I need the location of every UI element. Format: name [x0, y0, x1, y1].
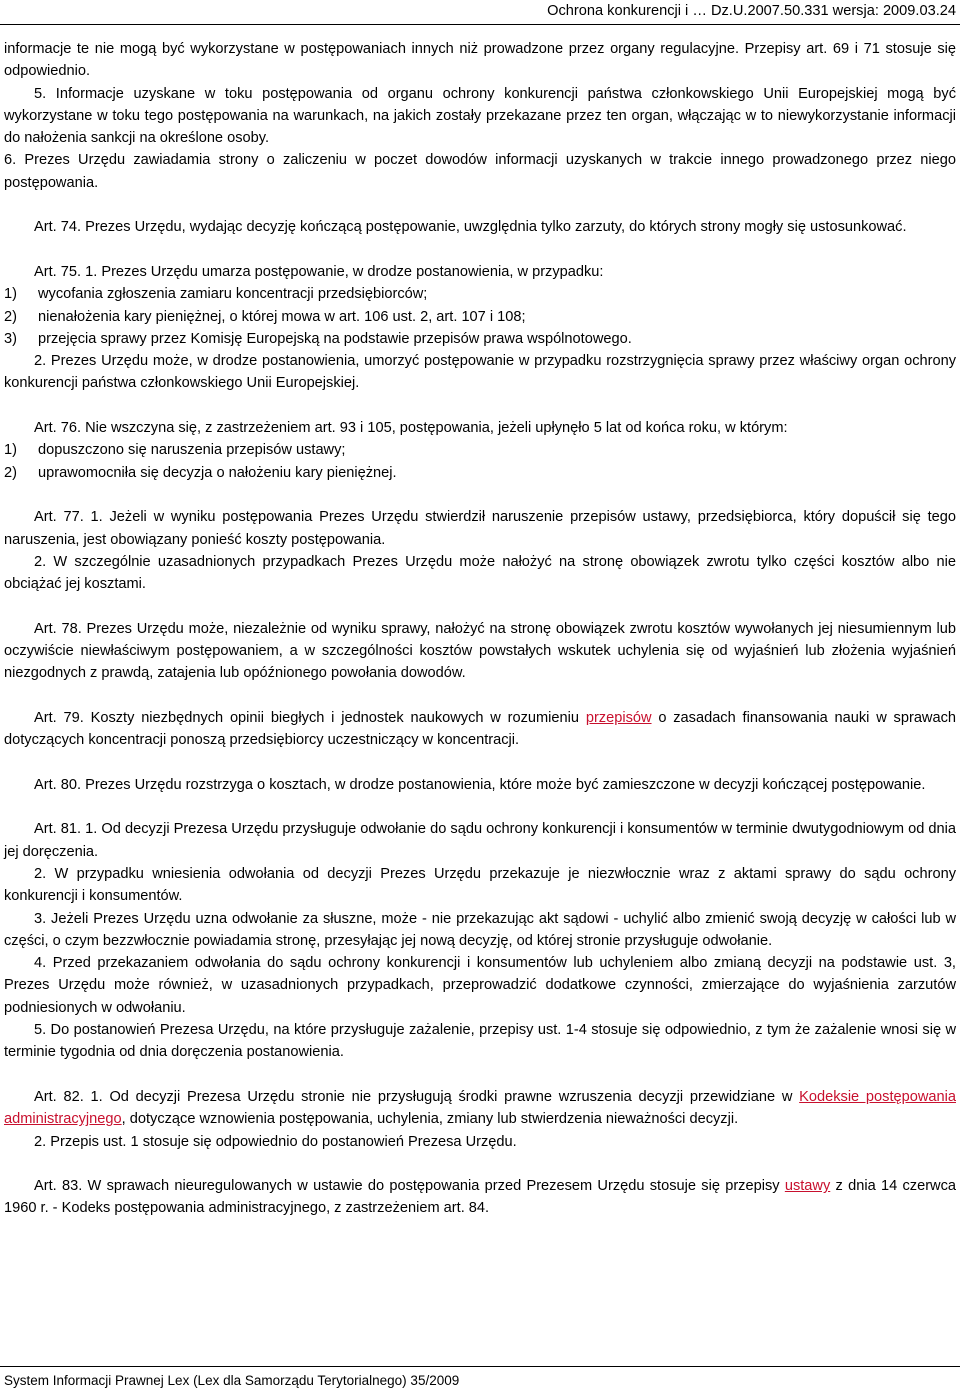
document-footer: System Informacji Prawnej Lex (Lex dla Samorządu Terytorialnego) 35/2009 [4, 1373, 460, 1388]
list-item [4, 283, 956, 305]
paragraph-number: 1. [83, 1088, 103, 1105]
article-text: Koszty niezbędnych opinii biegłych i jednostek naukowych w rozumieniu [83, 709, 586, 726]
article-label: Art. 77. [34, 509, 84, 526]
article-label: Art. 79. [34, 709, 84, 726]
article-text: Prezes Urzędu rozstrzyga o kosztach, w drodze postanowienia, które może być zamieszczone w decyzji kończącej postępowanie. [81, 776, 926, 793]
paragraph-number: 2. [34, 1133, 47, 1150]
article-label: Art. 81. [34, 821, 82, 838]
document-body [4, 38, 956, 1220]
article-label: Art. 75. [34, 263, 82, 280]
kpa-link[interactable]: Kodeksie postępowania administracyjnego [4, 1088, 956, 1128]
list-item [4, 328, 956, 350]
article-80 [4, 774, 956, 796]
article-text: Prezes Urzędu może, niezależnie od wyniku sprawy, nałożyć na stronę obowiązek zwrotu kosztów wywołanych jej niesumiennym lub oczywiście niewłaściwym postępowaniem, a w szczególności kosztów powstałych wskutek uchylenia się od wyjaśnień lub złożenia wyjaśnień niezgodnych z prawdą, zatajenia lub opóźnionego powołania dowodów. [4, 620, 957, 682]
przepisow-link[interactable]: przepisów [585, 709, 652, 726]
article-75 [4, 261, 956, 283]
list-item [4, 462, 956, 484]
ustawy-link[interactable]: ustawy [784, 1178, 831, 1195]
article-label: Art. 80. [34, 776, 82, 793]
list-item-text: dopuszczono się naruszenia przepisów ustawy; [38, 442, 346, 459]
paragraph-number: 3. [34, 910, 47, 927]
article-81-paragraph-4 [4, 952, 956, 1019]
article-77-paragraph-2 [4, 551, 956, 596]
article-82-paragraph-2 [4, 1131, 956, 1153]
list-item [4, 439, 956, 461]
list-item-number: 2) [4, 308, 17, 325]
paragraph-text: Jeżeli Prezes Urzędu uzna odwołanie za słuszne, może - nie przekazując akt sądowi - uchylić albo zmienić swoją decyzję w całości lub w części, o czym bezzwłocznie powiadamia stronę, przesyłając jej nową decyzję, od której stronie przysługuje odwołanie. [4, 910, 956, 949]
article-text: , dotyczące wznowienia postępowania, uchylenia, zmiany lub stwierdzenia nieważności decyzji. [121, 1111, 739, 1128]
paragraph-text: W przypadku wniesienia odwołania od decyzji Prezes Urzędu przekazuje je niezwłocznie wraz z aktami sprawy do sądu ochrony konkurencji i konsumentów. [4, 865, 956, 905]
article-77 [4, 506, 956, 551]
paragraph-number: 2. [34, 353, 47, 370]
article-74 [4, 216, 956, 238]
paragraph-text: Do postanowień Prezesa Urzędu, na które przysługuje zażalenie, przepisy ust. 1-4 stosuje się odpowiednio, z tym że zażalenie wnosi się w terminie tygodnia od dnia doręczenia postanowienia. [4, 1022, 956, 1061]
article-82 [4, 1086, 956, 1131]
list-item-number: 3) [4, 330, 17, 347]
article-78 [4, 618, 956, 685]
article-81-paragraph-3 [4, 908, 956, 953]
list-item-number: 2) [4, 464, 17, 481]
article-81-paragraph-2 [4, 863, 956, 908]
article-79 [4, 707, 956, 752]
paragraph-continuation: informacje te nie mogą być wykorzystane w postępowaniach innych niż prowadzone przez organy regulacyjne. Przepisy art. 69 i 71 stosuje się odpowiednio. [4, 41, 956, 80]
article-label: Art. 76. [34, 420, 82, 437]
article-83 [4, 1175, 956, 1220]
paragraph-number: 5. [34, 85, 47, 102]
paragraph-number: 6. [4, 152, 17, 169]
list-item [4, 306, 956, 328]
paragraph-text: Informacje uzyskane w toku postępowania od organu ochrony konkurencji państwa członkowskiego Unii Europejskiej mogą być wykorzystane w toku tego postępowania na warunkach, na jakich zostały przekazane przez ten organ, włączając w to niewykorzystanie informacji do nałożenia sankcji na określone osoby. [4, 85, 956, 147]
article-text: Nie wszczyna się, z zastrzeżeniem art. 93 i 105, postępowania, jeżeli upłynęło 5 lat od końca roku, w którym: [81, 420, 788, 437]
paragraph-number: 1. [81, 263, 98, 280]
article-81-paragraph-5 [4, 1019, 956, 1064]
article-text: Od decyzji Prezesa Urzędu przysługuje odwołanie do sądu ochrony konkurencji i konsumentów w terminie dwutygodniowym od dnia jej doręczenia. [4, 821, 957, 860]
list-item-number: 1) [4, 442, 17, 459]
paragraph-text: Prezes Urzędu zawiadamia strony o zaliczeniu w poczet dowodów informacji uzyskanych w trakcie innego prowadzonego przez niego postępowania. [4, 152, 956, 191]
list-item-text: przejęcia sprawy przez Komisję Europejską na podstawie przepisów prawa wspólnotowego. [38, 330, 632, 347]
article-label: Art. 78. [34, 620, 82, 637]
paragraph-number: 5. [34, 1022, 47, 1039]
paragraph-number: 2. [34, 865, 47, 882]
paragraph-text: Prezes Urzędu może, w drodze postanowienia, umorzyć postępowanie w przypadku rozstrzygnięcia sprawy przez właściwy organ ochrony konkurencji państwa członkowskiego Unii Europejskiej. [4, 353, 956, 392]
list-item-text: nienałożenia kary pieniężnej, o której mowa w art. 106 ust. 2, art. 107 i 108; [38, 308, 526, 325]
paragraph-text: W szczególnie uzasadnionych przypadkach Prezes Urzędu może nałożyć na stronę obowiązek zwrotu tylko części kosztów albo nie obciążać jej kosztami. [4, 553, 956, 593]
article-text: Od decyzji Prezesa Urzędu stronie nie przysługują środki prawne wzruszenia decyzji przewidziane w [102, 1088, 800, 1105]
article-label: Art. 83. [34, 1178, 83, 1195]
article-text: o zasadach finansowania nauki w sprawach dotyczących koncentracji ponoszą przedsiębiorcy uczestniczący w koncentracji. [4, 709, 957, 749]
footer-divider [0, 1366, 960, 1367]
article-label: Art. 74. [34, 219, 82, 236]
article-81 [4, 818, 956, 863]
paragraph-number: 1. [83, 509, 103, 526]
list-item-text: wycofania zgłoszenia zamiaru koncentracji przedsiębiorców; [38, 286, 428, 303]
article-text: W sprawach nieuregulowanych w ustawie do postępowania przed Prezesem Urzędu stosuje się przepisy [82, 1178, 785, 1195]
paragraph-number: 4. [34, 955, 47, 972]
list-item-number: 1) [4, 286, 17, 303]
article-text: z dnia 14 czerwca 1960 r. - Kodeks postępowania administracyjnego, z zastrzeżeniem art. 84. [4, 1178, 956, 1217]
paragraph-5 [4, 83, 956, 150]
article-text: Prezes Urzędu umarza postępowanie, w drodze postanowienia, w przypadku: [97, 263, 604, 280]
article-text: Jeżeli w wyniku postępowania Prezes Urzędu stwierdził naruszenie przepisów ustawy, przedsiębiorca, który dopuścił się tego naruszenia, jest obowiązany ponieść koszty postępowania. [4, 509, 956, 548]
article-label: Art. 82. [34, 1088, 84, 1105]
document-header-title: Ochrona konkurencji i … Dz.U.2007.50.331 wersja: 2009.03.24 [547, 3, 956, 19]
article-76 [4, 417, 956, 439]
article-text: Prezes Urzędu, wydając decyzję kończącą postępowanie, uwzględnia tylko zarzuty, do których strony mogły się ustosunkować. [81, 219, 907, 236]
paragraph-number: 1. [81, 821, 98, 838]
paragraph-number: 2. [34, 553, 47, 570]
paragraph-6 [4, 149, 956, 194]
header-divider [0, 24, 960, 25]
paragraph-text: Przed przekazaniem odwołania do sądu ochrony konkurencji i konsumentów lub uchyleniem albo zmianą decyzji na podstawie ust. 3, Prezes Urzędu może również, w uzasadnionych przypadkach, przeprowadzić dodatkowe czynności, zmierzające do wyjaśnienia zarzutów podniesionych w odwołaniu. [4, 955, 956, 1016]
article-75-paragraph-2 [4, 350, 956, 395]
paragraph-text: Przepis ust. 1 stosuje się odpowiednio do postanowień Prezesa Urzędu. [46, 1133, 517, 1150]
list-item-text: uprawomocniła się decyzja o nałożeniu kary pieniężnej. [38, 464, 397, 481]
